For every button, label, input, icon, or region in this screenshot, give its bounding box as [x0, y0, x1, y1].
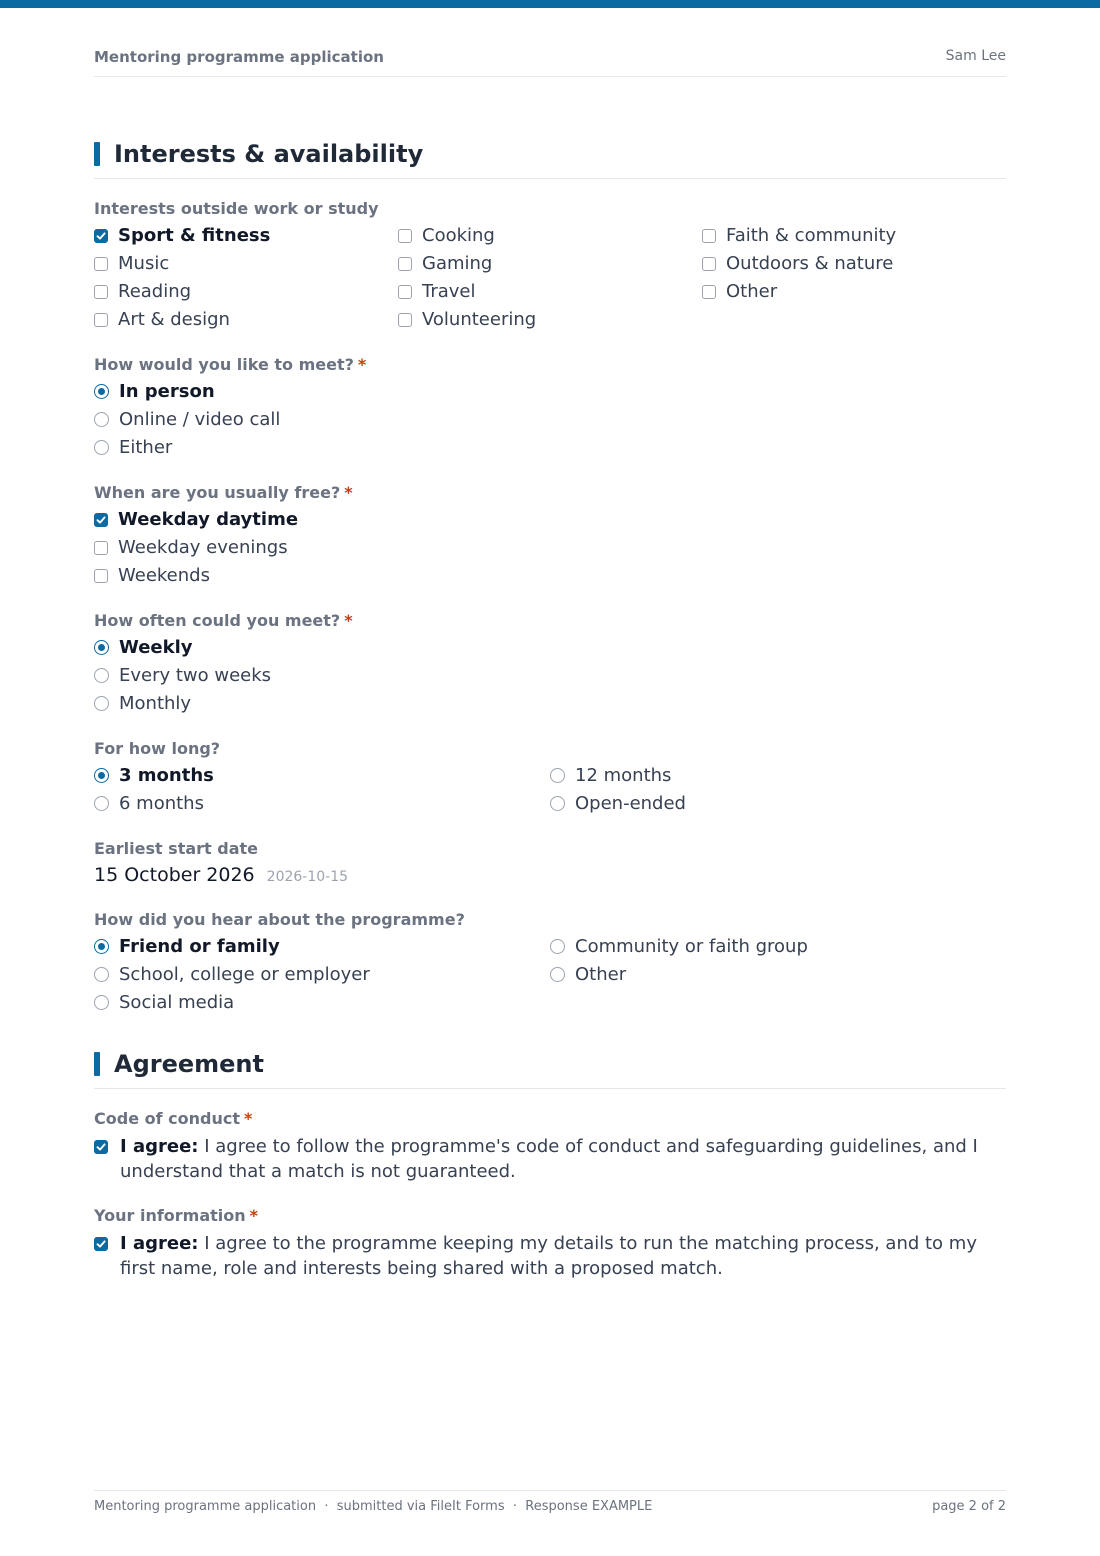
section-heading-interests [94, 140, 1006, 179]
radio-empty-icon[interactable] [550, 768, 565, 783]
often-question [94, 611, 1006, 715]
interests-option[interactable] [94, 308, 398, 331]
info-agreement[interactable] [94, 1231, 1006, 1281]
checkbox-empty-icon[interactable] [94, 257, 108, 271]
page-number: page 2 of 2 [932, 1499, 1006, 1514]
top-accent-bar [0, 0, 1100, 8]
radio-empty-icon[interactable] [94, 668, 109, 683]
checkbox-empty-icon[interactable] [94, 541, 108, 555]
hear-question [94, 910, 1006, 1014]
interests-option[interactable] [94, 252, 398, 275]
option-label: Volunteering [422, 309, 537, 330]
free-question [94, 483, 1006, 587]
required-marker: * [249, 1206, 259, 1225]
hear-option[interactable] [94, 991, 550, 1014]
radio-empty-icon[interactable] [94, 995, 109, 1010]
required-marker: * [344, 483, 353, 502]
often-option[interactable] [94, 664, 694, 687]
option-label: Sport & fitness [118, 225, 271, 246]
agreement-text: I agree: I agree to the programme keeping my details to run the matching process, and to my first name, role and interests being shared with a proposed match. [120, 1233, 977, 1279]
free-option[interactable] [94, 508, 694, 531]
interests-options [94, 224, 1006, 331]
option-label: Weekday daytime [118, 509, 299, 530]
applicant-name: Sam Lee [945, 48, 1006, 64]
option-label: Weekends [118, 565, 210, 586]
checkbox-empty-icon[interactable] [702, 229, 716, 243]
meet-question [94, 355, 1006, 459]
section-title: Interests & availability [114, 140, 424, 168]
radio-empty-icon[interactable] [550, 796, 565, 811]
option-label: Reading [118, 281, 192, 302]
howlong-option[interactable] [550, 764, 1006, 787]
agreement-text: I agree: I agree to follow the programme's code of conduct and safeguarding guidelines, and I understand that a match is not guaranteed. [120, 1136, 978, 1182]
option-label: Community or faith group [575, 936, 808, 957]
often-options [94, 636, 1006, 715]
checkbox-empty-icon[interactable] [398, 313, 412, 327]
required-marker: * [357, 355, 367, 374]
radio-empty-icon[interactable] [550, 939, 565, 954]
start-date-value: 15 October 2026 [94, 864, 255, 886]
radio-empty-icon[interactable] [94, 967, 109, 982]
interests-option[interactable] [702, 252, 1006, 275]
interests-option[interactable] [94, 280, 398, 303]
checkbox-checked-icon[interactable] [94, 1237, 108, 1251]
section-heading-agreement [94, 1050, 1006, 1089]
option-label: School, college or employer [119, 964, 370, 985]
interests-option[interactable] [398, 280, 702, 303]
option-label: Every two weeks [119, 665, 272, 686]
checkbox-empty-icon[interactable] [94, 569, 108, 583]
section-title: Agreement [114, 1050, 264, 1078]
interests-question [94, 199, 1006, 331]
start-date-field[interactable] [94, 864, 1006, 886]
question-label: Earliest start date [94, 839, 259, 858]
checkbox-empty-icon[interactable] [702, 285, 716, 299]
option-label: Music [118, 253, 170, 274]
footer-info: Mentoring programme application · submitted via FileIt Forms · Response EXAMPLE [94, 1499, 653, 1514]
option-label: In person [119, 381, 215, 402]
howlong-option[interactable] [550, 792, 1006, 815]
hear-option[interactable] [550, 963, 1006, 986]
hear-option[interactable] [94, 935, 550, 958]
checkbox-empty-icon[interactable] [398, 229, 412, 243]
checkbox-checked-icon[interactable] [94, 513, 108, 527]
option-label: Monthly [119, 693, 192, 714]
question-label: When are you usually free? * [94, 483, 353, 502]
option-label: Weekly [119, 637, 193, 658]
checkbox-checked-icon[interactable] [94, 1140, 108, 1154]
hear-options [94, 935, 1006, 1014]
option-label: Outdoors & nature [726, 253, 894, 274]
option-label: Open-ended [575, 793, 686, 814]
free-options [94, 508, 1006, 587]
hear-option[interactable] [94, 963, 550, 986]
question-label: Your information * [94, 1206, 259, 1225]
interests-option[interactable] [702, 224, 1006, 247]
interests-option[interactable] [398, 252, 702, 275]
radio-selected-icon[interactable] [94, 768, 109, 783]
checkbox-empty-icon[interactable] [398, 257, 412, 271]
question-label: How would you like to meet? * [94, 355, 367, 374]
howlong-options [94, 764, 1006, 815]
interests-option[interactable] [94, 224, 398, 247]
often-option[interactable] [94, 636, 694, 659]
option-label: Gaming [422, 253, 493, 274]
option-label: Travel [422, 281, 476, 302]
checkbox-empty-icon[interactable] [94, 313, 108, 327]
checkbox-empty-icon[interactable] [94, 285, 108, 299]
interests-option[interactable] [702, 280, 1006, 303]
option-label: Either [119, 437, 173, 458]
start-date-iso: 2026-10-15 [266, 869, 349, 885]
radio-empty-icon[interactable] [94, 440, 109, 455]
checkbox-empty-icon[interactable] [398, 285, 412, 299]
meet-option[interactable] [94, 380, 694, 403]
option-label: 12 months [575, 765, 672, 786]
option-label: 3 months [119, 765, 214, 786]
conduct-agreement[interactable] [94, 1134, 1006, 1184]
page-header [94, 48, 1006, 77]
option-label: Online / video call [119, 409, 281, 430]
page-footer [94, 1490, 1006, 1514]
radio-empty-icon[interactable] [94, 696, 109, 711]
interests-option[interactable] [398, 224, 702, 247]
radio-selected-icon[interactable] [94, 384, 109, 399]
radio-empty-icon[interactable] [94, 796, 109, 811]
hear-option[interactable] [550, 935, 1006, 958]
howlong-option[interactable] [94, 764, 550, 787]
free-option[interactable] [94, 564, 694, 587]
question-label: How often could you meet? * [94, 611, 353, 630]
option-label: 6 months [119, 793, 204, 814]
section-marker [94, 142, 100, 166]
question-label: How did you hear about the programme? [94, 910, 465, 929]
option-label: Other [726, 281, 778, 302]
meet-options [94, 380, 1006, 459]
question-label: Code of conduct * [94, 1109, 253, 1128]
checkbox-empty-icon[interactable] [702, 257, 716, 271]
often-option[interactable] [94, 692, 694, 715]
document-title: Mentoring programme application [94, 48, 384, 66]
option-label: Art & design [118, 309, 230, 330]
info-question [94, 1206, 1006, 1281]
meet-option[interactable] [94, 408, 694, 431]
conduct-question [94, 1109, 1006, 1184]
interests-option[interactable] [398, 308, 702, 331]
form-content [94, 140, 1006, 1281]
section-marker [94, 1052, 100, 1076]
option-label: Friend or family [119, 936, 280, 957]
question-label: Interests outside work or study [94, 199, 379, 218]
option-label: Faith & community [726, 225, 897, 246]
radio-selected-icon[interactable] [94, 939, 109, 954]
radio-empty-icon[interactable] [550, 967, 565, 982]
option-label: Social media [119, 992, 235, 1013]
free-option[interactable] [94, 536, 694, 559]
question-label: For how long? [94, 739, 221, 758]
option-label: Other [575, 964, 627, 985]
option-label: Weekday evenings [118, 537, 288, 558]
howlong-option[interactable] [94, 792, 550, 815]
option-label: Cooking [422, 225, 495, 246]
required-marker: * [243, 1109, 253, 1128]
checkbox-checked-icon[interactable] [94, 229, 108, 243]
meet-option[interactable] [94, 436, 694, 459]
radio-empty-icon[interactable] [94, 412, 109, 427]
start-date-question [94, 839, 1006, 886]
required-marker: * [344, 611, 353, 630]
radio-selected-icon[interactable] [94, 640, 109, 655]
howlong-question [94, 739, 1006, 815]
